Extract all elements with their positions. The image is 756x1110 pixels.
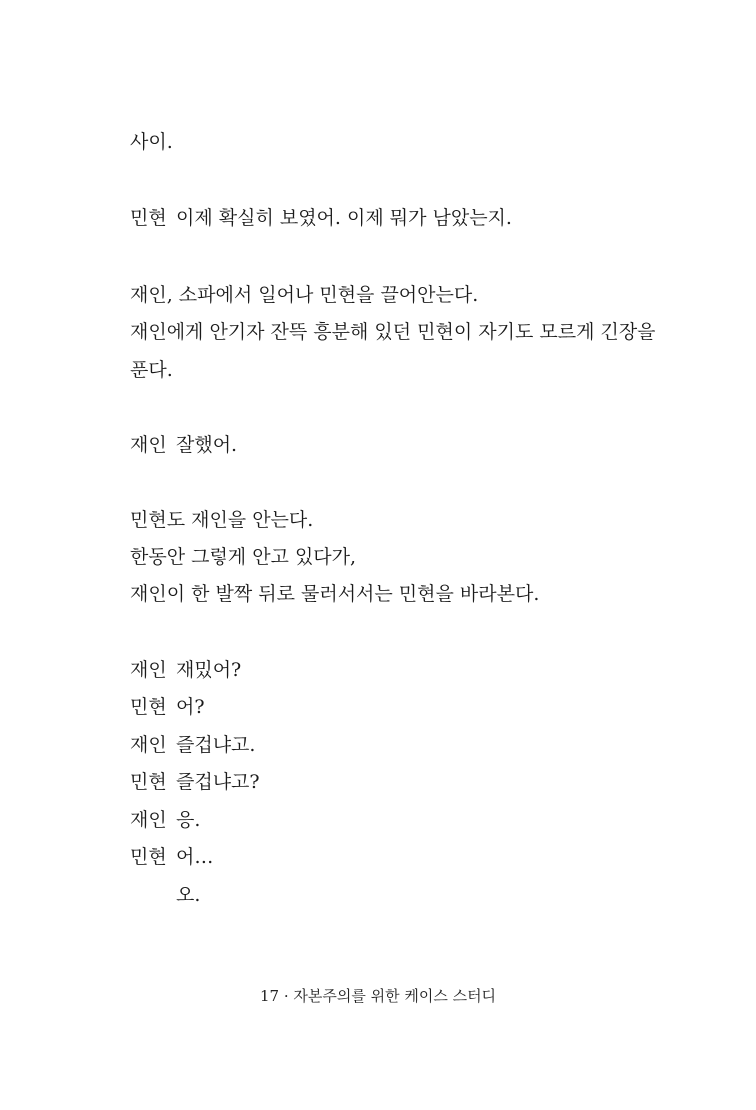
stage-direction — [130, 281, 478, 309]
speaker-name: 재인 — [130, 659, 167, 681]
dialogue-text: 재밌어? — [176, 659, 242, 681]
dialogue-continuation — [130, 881, 200, 909]
dialogue-line — [130, 806, 200, 834]
dialogue-text: 어? — [176, 696, 205, 718]
dialogue-line — [130, 731, 255, 759]
dialogue-text: 즐겁냐고. — [176, 734, 256, 756]
stage-direction-text: 푼다. — [130, 359, 173, 381]
stage-direction — [130, 580, 539, 608]
dialogue-text: 이제 확실히 보였어. 이제 뭐가 남았는지. — [176, 207, 512, 229]
dialogue-text: 오. — [176, 884, 201, 906]
stage-direction — [130, 543, 356, 571]
stage-direction — [130, 128, 173, 156]
stage-direction-text: 민현도 재인을 안는다. — [130, 509, 314, 531]
dialogue-text: 잘했어. — [176, 434, 238, 456]
stage-direction-text: 사이. — [130, 131, 173, 153]
dialogue-line — [130, 693, 205, 721]
stage-direction — [130, 506, 313, 534]
book-title: 자본주의를 위한 케이스 스터디 — [293, 987, 497, 1005]
speaker-name: 민현 — [130, 846, 167, 868]
page-number: 17 — [259, 987, 280, 1005]
stage-direction — [130, 356, 173, 384]
dialogue-line — [130, 656, 241, 684]
dialogue-line — [130, 843, 213, 871]
dialogue-text: 응. — [176, 809, 201, 831]
stage-direction-text: 재인, 소파에서 일어나 민현을 끌어안는다. — [130, 284, 479, 306]
page-footer — [0, 985, 756, 1007]
dialogue-text: 어… — [176, 846, 214, 868]
stage-direction-text: 재인에게 안기자 잔뜩 흥분해 있던 민현이 자기도 모르게 긴장을 — [130, 321, 656, 343]
speaker-name: 민현 — [130, 771, 167, 793]
speaker-name: 재인 — [130, 734, 167, 756]
dialogue-line — [130, 204, 512, 232]
speaker-name: 재인 — [130, 434, 167, 456]
dialogue-text: 즐겁냐고? — [176, 771, 260, 793]
footer-separator: · — [283, 987, 289, 1005]
speaker-name: 민현 — [130, 207, 167, 229]
stage-direction — [130, 318, 656, 346]
dialogue-line — [130, 431, 237, 459]
stage-direction-text: 한동안 그렇게 안고 있다가, — [130, 546, 357, 568]
speaker-name: 민현 — [130, 696, 167, 718]
speaker-name: 재인 — [130, 809, 167, 831]
dialogue-line — [130, 768, 260, 796]
stage-direction-text: 재인이 한 발짝 뒤로 물러서서는 민현을 바라본다. — [130, 583, 540, 605]
